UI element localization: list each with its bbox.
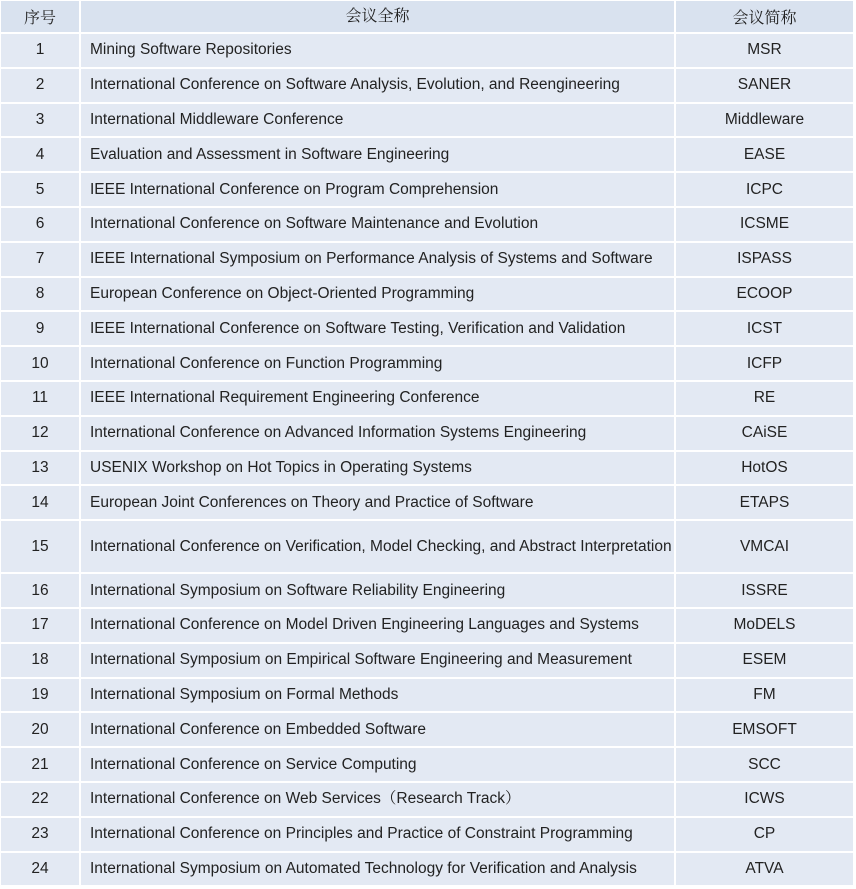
row-number: 20: [1, 713, 79, 746]
conference-full-name: IEEE International Symposium on Performance Analysis of Systems and Software: [81, 243, 674, 276]
conference-abbr: ISSRE: [676, 574, 853, 607]
conference-full-name: International Conference on Model Driven Engineering Languages and Systems: [81, 609, 674, 642]
conference-full-name: International Conference on Web Services（Research Track）: [81, 783, 674, 816]
row-number: 1: [1, 34, 79, 67]
table-row: [1, 609, 853, 642]
conference-full-name: International Middleware Conference: [81, 104, 674, 137]
conference-abbr: CAiSE: [676, 417, 853, 450]
table-row: [1, 679, 853, 712]
conference-full-name: European Joint Conferences on Theory and Practice of Software: [81, 486, 674, 519]
conference-full-name: International Conference on Verification, Model Checking, and Abstract Interpretation: [81, 521, 674, 572]
conference-abbr: EMSOFT: [676, 713, 853, 746]
header-row: [1, 1, 853, 32]
conference-abbr: CP: [676, 818, 853, 851]
conference-abbr: ICWS: [676, 783, 853, 816]
table-row: [1, 347, 853, 380]
row-number: 18: [1, 644, 79, 677]
table-row: [1, 138, 853, 171]
table-row: [1, 574, 853, 607]
conference-abbr: ETAPS: [676, 486, 853, 519]
table-row: [1, 208, 853, 241]
conference-full-name: IEEE International Conference on Program Comprehension: [81, 173, 674, 206]
conference-abbr: ICSME: [676, 208, 853, 241]
table-row: [1, 486, 853, 519]
conference-abbr: ICPC: [676, 173, 853, 206]
conference-abbr: MSR: [676, 34, 853, 67]
row-number: 22: [1, 783, 79, 816]
table-row: [1, 312, 853, 345]
conference-abbr: VMCAI: [676, 521, 853, 572]
header-abbr: 会议简称: [676, 1, 853, 32]
conference-abbr: ISPASS: [676, 243, 853, 276]
table-row: [1, 521, 853, 572]
table-row: [1, 34, 853, 67]
table-row: [1, 382, 853, 415]
row-number: 5: [1, 173, 79, 206]
table-row: [1, 818, 853, 851]
conference-full-name: International Symposium on Empirical Software Engineering and Measurement: [81, 644, 674, 677]
conference-abbr: SCC: [676, 748, 853, 781]
row-number: 6: [1, 208, 79, 241]
conference-full-name: International Conference on Service Computing: [81, 748, 674, 781]
table-row: [1, 243, 853, 276]
table-row: [1, 713, 853, 746]
conference-abbr: HotOS: [676, 452, 853, 485]
row-number: 11: [1, 382, 79, 415]
table-row: [1, 452, 853, 485]
conference-abbr: ESEM: [676, 644, 853, 677]
row-number: 4: [1, 138, 79, 171]
conference-full-name: International Symposium on Formal Methods: [81, 679, 674, 712]
conference-full-name: International Symposium on Automated Technology for Verification and Analysis: [81, 853, 674, 886]
table-row: [1, 853, 853, 886]
row-number: 2: [1, 69, 79, 102]
conference-full-name: International Conference on Advanced Information Systems Engineering: [81, 417, 674, 450]
row-number: 3: [1, 104, 79, 137]
conference-full-name: International Conference on Software Analysis, Evolution, and Reengineering: [81, 69, 674, 102]
header-full-name: 会议全称: [81, 1, 674, 32]
table-row: [1, 69, 853, 102]
row-number: 13: [1, 452, 79, 485]
row-number: 8: [1, 278, 79, 311]
conference-full-name: Evaluation and Assessment in Software Engineering: [81, 138, 674, 171]
conference-abbr: RE: [676, 382, 853, 415]
conference-abbr: ECOOP: [676, 278, 853, 311]
conference-full-name: IEEE International Requirement Engineering Conference: [81, 382, 674, 415]
row-number: 10: [1, 347, 79, 380]
conference-abbr: EASE: [676, 138, 853, 171]
conference-full-name: International Conference on Embedded Software: [81, 713, 674, 746]
table-row: [1, 417, 853, 450]
row-number: 14: [1, 486, 79, 519]
conference-abbr: Middleware: [676, 104, 853, 137]
conference-full-name: European Conference on Object-Oriented Programming: [81, 278, 674, 311]
row-number: 9: [1, 312, 79, 345]
row-number: 7: [1, 243, 79, 276]
conference-full-name: International Conference on Software Maintenance and Evolution: [81, 208, 674, 241]
row-number: 17: [1, 609, 79, 642]
conference-full-name: IEEE International Conference on Software Testing, Verification and Validation: [81, 312, 674, 345]
conference-abbr: FM: [676, 679, 853, 712]
conference-full-name: International Conference on Function Programming: [81, 347, 674, 380]
row-number: 23: [1, 818, 79, 851]
conference-abbr: SANER: [676, 69, 853, 102]
conference-abbr: MoDELS: [676, 609, 853, 642]
row-number: 19: [1, 679, 79, 712]
row-number: 21: [1, 748, 79, 781]
table-row: [1, 783, 853, 816]
conference-full-name: International Conference on Principles and Practice of Constraint Programming: [81, 818, 674, 851]
conference-full-name: USENIX Workshop on Hot Topics in Operating Systems: [81, 452, 674, 485]
conference-abbr: ICST: [676, 312, 853, 345]
table-row: [1, 104, 853, 137]
table-row: [1, 644, 853, 677]
conference-abbr: ICFP: [676, 347, 853, 380]
conference-full-name: Mining Software Repositories: [81, 34, 674, 67]
header-no: 序号: [1, 1, 79, 32]
row-number: 16: [1, 574, 79, 607]
row-number: 12: [1, 417, 79, 450]
conference-abbr: ATVA: [676, 853, 853, 886]
row-number: 24: [1, 853, 79, 886]
row-number: 15: [1, 521, 79, 572]
table-row: [1, 173, 853, 206]
table-row: [1, 278, 853, 311]
table-row: [1, 748, 853, 781]
conference-full-name: International Symposium on Software Reliability Engineering: [81, 574, 674, 607]
